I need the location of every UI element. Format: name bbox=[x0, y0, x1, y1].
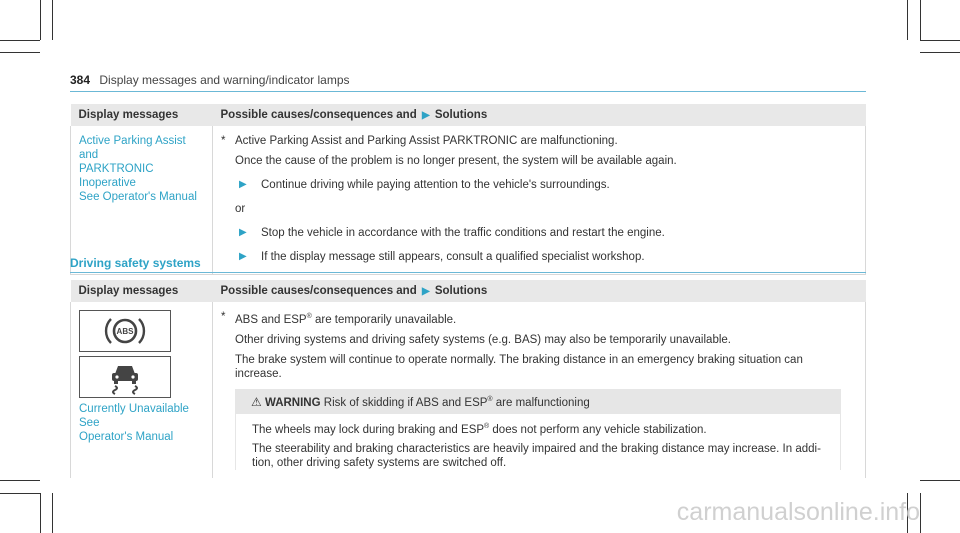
registered-mark: ® bbox=[487, 395, 493, 403]
cause-text bbox=[221, 310, 857, 327]
cause-part: are temporarily unavailable. bbox=[311, 313, 457, 326]
crop-mark bbox=[0, 480, 40, 481]
solution-arrow-icon: ▶ bbox=[421, 286, 430, 297]
warning-text-part: does not perform any vehicle stabilization. bbox=[489, 423, 707, 436]
or-separator: or bbox=[235, 203, 246, 215]
display-message-line: See Operator's Manual bbox=[79, 191, 197, 203]
crop-mark bbox=[0, 40, 40, 41]
causes-cell bbox=[213, 126, 866, 275]
column-header-causes-text: Possible causes/consequences and bbox=[220, 109, 417, 121]
page-header-title: Display messages and warning/indicator lamps bbox=[99, 73, 350, 87]
svg-text:ABS: ABS bbox=[116, 327, 134, 336]
crop-mark bbox=[920, 0, 921, 40]
crop-mark bbox=[907, 0, 908, 40]
cause-text bbox=[221, 134, 857, 148]
solution-step bbox=[221, 226, 857, 240]
column-header-causes bbox=[213, 104, 866, 126]
crop-mark bbox=[52, 0, 53, 40]
page-number: 384 bbox=[70, 73, 91, 87]
display-message-line: Currently Unavailable See bbox=[79, 403, 189, 429]
parking-assist-table bbox=[70, 104, 866, 275]
paragraph bbox=[221, 353, 857, 381]
abs-warning-lamp-icon bbox=[79, 310, 171, 352]
warning-title bbox=[324, 397, 590, 409]
crop-mark bbox=[920, 493, 921, 533]
paragraph-line: The brake system will continue to operate normally. The braking distance in an emergency braking situation can bbox=[235, 353, 803, 366]
display-message-line: PARKTRONIC Inoperative bbox=[79, 163, 154, 189]
paragraph: Other driving systems and driving safety systems (e.g. BAS) may also be temporarily unavailable. bbox=[235, 333, 731, 346]
column-header-causes-text: Possible causes/consequences and bbox=[220, 285, 417, 297]
solution-step bbox=[221, 178, 857, 192]
footnote-star: * bbox=[221, 135, 226, 147]
crop-mark bbox=[0, 52, 40, 53]
causes-cell bbox=[213, 302, 866, 478]
watermark: carmanualsonline.info bbox=[676, 498, 920, 526]
warning-title-part: are malfunctioning bbox=[492, 396, 590, 409]
display-message-cell bbox=[71, 302, 213, 478]
crop-mark bbox=[40, 0, 41, 40]
crop-mark bbox=[920, 480, 960, 481]
cause-followup: Once the cause of the problem is no longer present, the system will be available again. bbox=[235, 155, 677, 167]
driving-safety-table bbox=[70, 280, 866, 478]
warning-header bbox=[235, 389, 841, 414]
column-header-solutions-text: Solutions bbox=[434, 285, 488, 297]
column-header-display-messages: Display messages bbox=[71, 104, 213, 126]
step-text: If the display message still appears, consult a qualified specialist workshop. bbox=[261, 251, 645, 263]
section-title: Driving safety systems bbox=[70, 256, 201, 270]
paragraph-line: increase. bbox=[235, 367, 282, 380]
warning-line: The steerability and braking characteristics are heavily impaired and the braking distance may increase. In addi- bbox=[252, 443, 821, 456]
step-arrow-icon: ▶ bbox=[239, 227, 247, 238]
display-message-line: Active Parking Assist and bbox=[79, 135, 186, 161]
column-header-display-messages: Display messages bbox=[71, 280, 213, 302]
warning-title-part: Risk of skidding if ABS and ESP bbox=[323, 396, 488, 409]
step-arrow-icon: ▶ bbox=[239, 251, 247, 262]
display-message-line: Operator's Manual bbox=[79, 431, 174, 443]
warning-paragraph bbox=[252, 420, 824, 437]
cause-line: Active Parking Assist and Parking Assist PARKTRONIC are malfunctioning. bbox=[235, 135, 618, 147]
cause-part: ABS and ESP bbox=[235, 313, 307, 326]
crop-mark bbox=[920, 52, 960, 53]
warning-text-part: The wheels may lock during braking and ESP bbox=[252, 423, 485, 436]
section-divider bbox=[70, 272, 866, 273]
solution-arrow-icon: ▶ bbox=[421, 110, 430, 121]
column-header-causes bbox=[213, 280, 866, 302]
crop-mark bbox=[40, 493, 41, 533]
crop-mark bbox=[0, 493, 40, 494]
warning-triangle-icon: ⚠ bbox=[251, 394, 262, 409]
footnote-star: * bbox=[221, 311, 226, 323]
display-message-cell bbox=[71, 126, 213, 275]
warning-box bbox=[235, 389, 841, 471]
registered-mark: ® bbox=[484, 422, 490, 430]
header-divider bbox=[70, 91, 866, 92]
step-arrow-icon: ▶ bbox=[239, 179, 247, 190]
warning-label: WARNING bbox=[264, 396, 321, 409]
cause-line bbox=[235, 310, 456, 327]
column-header-solutions-text: Solutions bbox=[434, 109, 488, 121]
crop-mark bbox=[920, 40, 960, 41]
warning-line: tion, other driving safety systems are switched off. bbox=[252, 457, 507, 470]
page-header bbox=[70, 73, 350, 87]
warning-paragraph bbox=[252, 442, 824, 470]
solution-step bbox=[221, 250, 857, 264]
esp-skid-icon bbox=[79, 356, 171, 398]
step-text: Continue driving while paying attention to the vehicle's surroundings. bbox=[261, 179, 610, 191]
step-text: Stop the vehicle in accordance with the traffic conditions and restart the engine. bbox=[261, 227, 665, 239]
crop-mark bbox=[52, 493, 53, 533]
registered-mark: ® bbox=[306, 313, 312, 320]
warning-body bbox=[235, 414, 841, 471]
